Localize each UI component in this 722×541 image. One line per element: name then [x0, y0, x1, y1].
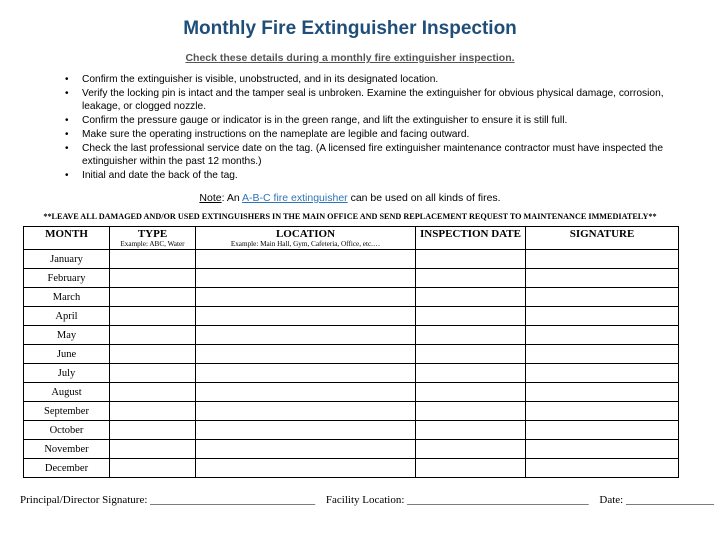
signature-cell[interactable] — [526, 307, 679, 326]
month-cell: April — [24, 307, 110, 326]
warning-banner: **LEAVE ALL DAMAGED AND/OR USED EXTINGUISHERS IN THE MAIN OFFICE AND SEND REPLACEMENT REQUEST TO MAINTENANCE IMMEDIATELY** — [43, 212, 657, 221]
location-cell[interactable] — [196, 288, 416, 307]
location-cell[interactable] — [196, 402, 416, 421]
inspection-date-cell[interactable] — [416, 402, 526, 421]
checklist-item: • Make sure the operating instructions on the nameplate are legible and facing outward. — [65, 128, 470, 140]
month-cell: August — [24, 383, 110, 402]
signature-cell[interactable] — [526, 402, 679, 421]
type-cell[interactable] — [110, 345, 196, 364]
note-label: Note — [199, 192, 222, 204]
table-row — [24, 250, 679, 269]
table-row — [24, 364, 679, 383]
signature-cell[interactable] — [526, 364, 679, 383]
inspection-date-cell[interactable] — [416, 269, 526, 288]
location-cell[interactable] — [196, 364, 416, 383]
signature-cell[interactable] — [526, 250, 679, 269]
inspection-date-cell[interactable] — [416, 383, 526, 402]
signature-footer — [20, 494, 714, 506]
signature-cell[interactable] — [526, 326, 679, 345]
table-row — [24, 402, 679, 421]
inspection-date-cell[interactable] — [416, 345, 526, 364]
bullet-icon: • — [65, 142, 69, 154]
bullet-icon: • — [65, 74, 69, 85]
bullet-icon: • — [65, 169, 69, 181]
signature-cell[interactable] — [526, 269, 679, 288]
type-cell[interactable] — [110, 326, 196, 345]
table-row — [24, 307, 679, 326]
location-cell[interactable] — [196, 459, 416, 478]
principal-signature-line[interactable]: Principal/Director Signature: ______________________________ — [20, 494, 316, 506]
page-title: Monthly Fire Extinguisher Inspection — [183, 18, 517, 39]
type-cell[interactable] — [110, 421, 196, 440]
location-cell[interactable] — [196, 326, 416, 345]
month-cell: October — [24, 421, 110, 440]
facility-location-line[interactable]: Facility Location: _________________________________ — [325, 494, 589, 506]
table-row — [24, 440, 679, 459]
table-row — [24, 326, 679, 345]
signature-cell[interactable] — [526, 421, 679, 440]
table-row — [24, 459, 679, 478]
checklist-item: • Verify the locking pin is intact and the tamper seal is unbroken. Examine the extinguisher for obvious physical damage, corrosion, leakage, or clogged nozzle. — [65, 87, 664, 112]
checklist-item: • Check the last professional service date on the tag. (A licensed fire extinguisher maintenance contractor must have inspected the extinguisher within the past 12 months.) — [65, 142, 664, 167]
col-header-inspection-date: INSPECTION DATE — [416, 227, 526, 250]
location-cell[interactable] — [196, 269, 416, 288]
type-cell[interactable] — [110, 383, 196, 402]
type-cell[interactable] — [110, 288, 196, 307]
month-cell: June — [24, 345, 110, 364]
date-line[interactable]: Date: ________________ — [599, 494, 714, 506]
table-row — [24, 345, 679, 364]
inspection-log-table — [23, 226, 679, 478]
inspection-date-cell[interactable] — [416, 421, 526, 440]
month-cell: September — [24, 402, 110, 421]
col-header-month: MONTH — [24, 227, 110, 250]
type-cell[interactable] — [110, 364, 196, 383]
inspection-date-cell[interactable] — [416, 459, 526, 478]
inspection-checklist — [58, 74, 683, 184]
signature-cell[interactable] — [526, 345, 679, 364]
bullet-icon: • — [65, 87, 69, 99]
inspection-date-cell[interactable] — [416, 307, 526, 326]
type-cell[interactable] — [110, 459, 196, 478]
location-cell[interactable] — [196, 421, 416, 440]
signature-cell[interactable] — [526, 383, 679, 402]
signature-cell[interactable] — [526, 288, 679, 307]
month-cell: November — [24, 440, 110, 459]
month-cell: December — [24, 459, 110, 478]
abc-extinguisher-link[interactable]: A-B-C fire extinguisher — [242, 192, 348, 204]
location-example: Example: Main Hall, Gym, Cafeteria, Office, etc.… — [230, 240, 381, 248]
note: Note: An A-B-C fire extinguisher can be used on all kinds of fires. — [199, 192, 501, 204]
month-cell: May — [24, 326, 110, 345]
inspection-date-cell[interactable] — [416, 326, 526, 345]
checklist-item: • Confirm the pressure gauge or indicator is in the green range, and lift the extinguisher to ensure it is still full. — [65, 114, 568, 126]
checklist-item: • Confirm the extinguisher is visible, unobstructed, and in its designated location. — [65, 74, 439, 85]
location-cell[interactable] — [196, 383, 416, 402]
col-header-location: LOCATION Example: Main Hall, Gym, Cafeteria, Office, etc.… — [196, 227, 416, 250]
inspection-date-cell[interactable] — [416, 440, 526, 459]
checklist-item: • Initial and date the back of the tag. — [65, 169, 238, 181]
table-row — [24, 288, 679, 307]
signature-cell[interactable] — [526, 459, 679, 478]
location-cell[interactable] — [196, 307, 416, 326]
type-cell[interactable] — [110, 307, 196, 326]
type-cell[interactable] — [110, 440, 196, 459]
type-cell[interactable] — [110, 402, 196, 421]
location-cell[interactable] — [196, 440, 416, 459]
page-subtitle: Check these details during a monthly fire extinguisher inspection. — [185, 52, 515, 64]
month-cell: July — [24, 364, 110, 383]
inspection-date-cell[interactable] — [416, 250, 526, 269]
type-cell[interactable] — [110, 250, 196, 269]
inspection-date-cell[interactable] — [416, 364, 526, 383]
table-header-row — [24, 227, 679, 250]
col-header-signature: SIGNATURE — [526, 227, 679, 250]
type-cell[interactable] — [110, 269, 196, 288]
signature-cell[interactable] — [526, 440, 679, 459]
type-example: Example: ABC, Water — [120, 240, 185, 248]
location-cell[interactable] — [196, 250, 416, 269]
inspection-date-cell[interactable] — [416, 288, 526, 307]
month-cell: February — [24, 269, 110, 288]
table-row — [24, 383, 679, 402]
bullet-icon: • — [65, 114, 69, 126]
location-cell[interactable] — [196, 345, 416, 364]
table-row — [24, 421, 679, 440]
month-cell: March — [24, 288, 110, 307]
table-row — [24, 269, 679, 288]
month-cell: January — [24, 250, 110, 269]
bullet-icon: • — [65, 128, 69, 140]
col-header-type: TYPE Example: ABC, Water — [110, 227, 196, 250]
